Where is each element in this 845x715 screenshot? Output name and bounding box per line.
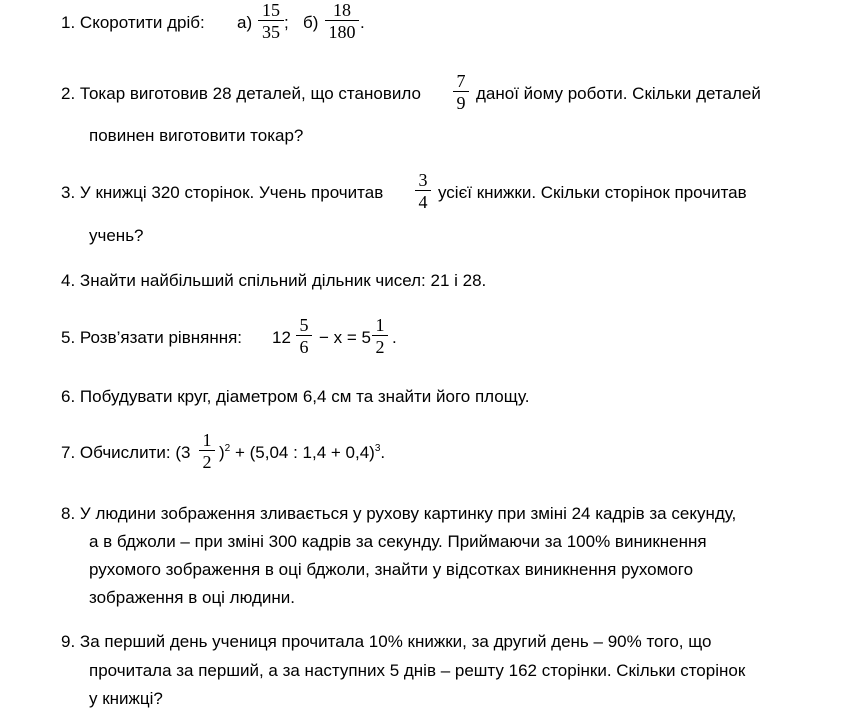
period: .: [380, 443, 386, 462]
problem-text-line2: а в бджоли – при зміні 300 кадрів за секунду. Приймаючи за 100% виникнення: [89, 532, 707, 551]
fraction-bar: [453, 91, 469, 92]
fraction-15-35: [258, 1, 284, 41]
fraction-denominator: 2: [375, 337, 385, 357]
fraction-denominator: 180: [328, 22, 356, 42]
fraction-18-180: [325, 1, 359, 41]
part-b-label: б): [303, 13, 319, 32]
problem-number: 1.: [61, 13, 76, 32]
fraction-bar: [258, 20, 284, 21]
problem-text-line1: За перший день учениця прочитала 10% книжки, за другий день – 90% того, що: [79, 632, 712, 651]
fraction-denominator: 9: [456, 93, 466, 113]
period: .: [360, 13, 365, 32]
problem-text: Обчислити: (3: [79, 443, 191, 462]
problem-text-line2: прочитала за перший, а за наступних 5 днів – решту 162 сторінки. Скільки сторінок: [89, 661, 746, 680]
problem-text-line4: зображення в оці людини.: [89, 588, 296, 607]
fraction-numerator: 18: [333, 0, 351, 20]
equation-middle: − х = 5: [319, 328, 371, 347]
fraction-bar: [199, 450, 215, 451]
problem-text-line1: У людини зображення зливається у рухову картинку при зміні 24 кадрів за секунду,: [79, 504, 737, 523]
fraction-denominator: 35: [262, 22, 280, 42]
fraction-3-4: [415, 171, 431, 211]
problem-text: Скоротити дріб:: [79, 13, 205, 32]
fraction-bar: [415, 190, 431, 191]
exponent: 3: [374, 443, 381, 454]
problem-text: Токар виготовив 28 деталей, що становило: [79, 84, 421, 103]
fraction-1-2: [199, 431, 215, 471]
expression-rest: [219, 443, 385, 463]
expression-middle: + (5,04 : 1,4 + 0,4): [230, 443, 375, 462]
fraction-5-6: [296, 316, 312, 356]
problem-text: Розв’язати рівняння:: [79, 328, 243, 347]
problem-text-continued: усієї книжки. Скільки сторінок прочитав: [438, 183, 747, 202]
problem-number: 5.: [61, 328, 76, 347]
problem-number: 3.: [61, 183, 76, 202]
problem-number: 9.: [61, 632, 76, 651]
fraction-denominator: 2: [202, 452, 212, 472]
problem-text-line3: рухомого зображення в оці бджоли, знайти у відсотках виникнення рухомого: [89, 560, 694, 579]
fraction-1-2: [372, 316, 388, 356]
problem-text-line3: у книжці?: [89, 689, 163, 708]
problem-text: Знайти найбільший спільний дільник чисел: 21 і 28.: [79, 271, 487, 290]
fraction-bar: [372, 335, 388, 336]
fraction-numerator: 7: [456, 71, 466, 91]
fraction-bar: [325, 20, 359, 21]
closing-paren: ): [219, 443, 225, 462]
fraction-numerator: 1: [375, 315, 385, 335]
problem-number: 4.: [61, 271, 76, 290]
problem-text: Побудувати круг, діаметром 6,4 см та знайти його площу.: [79, 387, 530, 406]
separator: ;: [284, 13, 289, 32]
period: .: [392, 328, 397, 347]
fraction-numerator: 5: [299, 315, 309, 335]
problem-number: 6.: [61, 387, 76, 406]
problem-text: У книжці 320 сторінок. Учень прочитав: [79, 183, 384, 202]
fraction-numerator: 3: [418, 170, 428, 190]
fraction-numerator: 1: [202, 430, 212, 450]
fraction-bar: [296, 335, 312, 336]
fraction-denominator: 4: [418, 192, 428, 212]
problem-text-continued: даної йому роботи. Скільки деталей: [476, 84, 761, 103]
fraction-numerator: 15: [262, 0, 280, 20]
part-a-label: а): [237, 13, 253, 32]
problem-text-line2: учень?: [89, 226, 144, 245]
problem-number: 2.: [61, 84, 76, 103]
problem-number: 7.: [61, 443, 76, 462]
fraction-7-9: [453, 72, 469, 112]
whole-number: 12: [272, 328, 291, 347]
exponent: 2: [224, 443, 231, 454]
fraction-denominator: 6: [299, 337, 309, 357]
problem-number: 8.: [61, 504, 76, 523]
problem-text-line2: повинен виготовити токар?: [89, 126, 304, 145]
